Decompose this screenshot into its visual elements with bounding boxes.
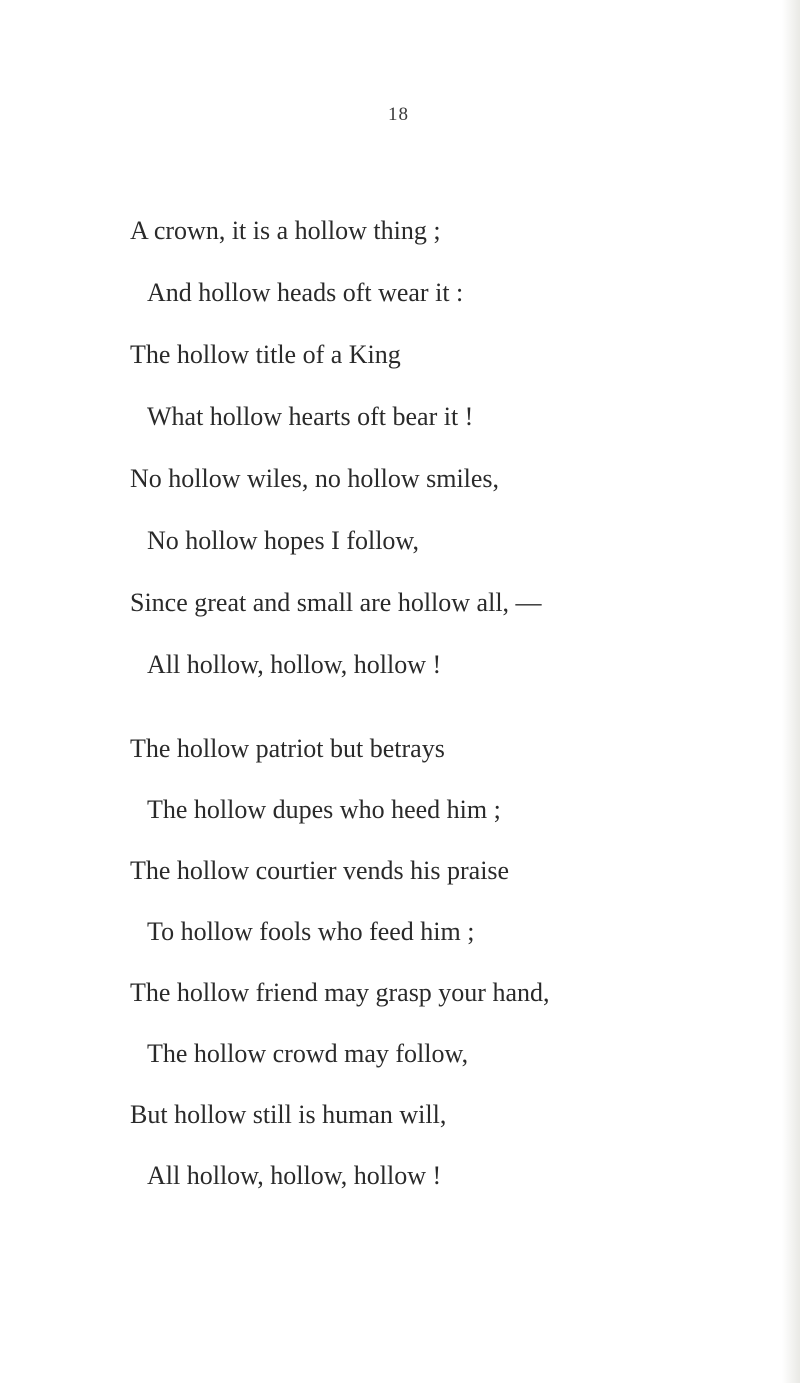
page-edge-shadow bbox=[782, 0, 800, 1383]
poem-line: Since great and small are hollow all, — bbox=[130, 588, 542, 617]
poem-line: What hollow hearts oft bear it ! bbox=[147, 402, 474, 431]
poem-line: No hollow hopes I follow, bbox=[147, 526, 420, 555]
poem-line: No hollow wiles, no hollow smiles, bbox=[130, 464, 500, 493]
poem-line: The hollow friend may grasp your hand, bbox=[130, 978, 550, 1007]
page-number: 18 bbox=[388, 104, 409, 125]
poem-line: The hollow crowd may follow, bbox=[147, 1039, 469, 1068]
poem-line: To hollow fools who feed him ; bbox=[147, 917, 475, 946]
poem-line: But hollow still is human will, bbox=[130, 1100, 447, 1129]
poem-line: All hollow, hollow, hollow ! bbox=[147, 1161, 442, 1190]
poem-line: And hollow heads oft wear it : bbox=[147, 278, 464, 307]
poem-line: The hollow title of a King bbox=[130, 340, 401, 369]
poem-line: The hollow dupes who heed him ; bbox=[147, 795, 501, 824]
poem-line: The hollow courtier vends his praise bbox=[130, 856, 510, 885]
poem-line: The hollow patriot but betrays bbox=[130, 734, 445, 763]
poem-line: All hollow, hollow, hollow ! bbox=[147, 650, 442, 679]
poem-line: A crown, it is a hollow thing ; bbox=[130, 216, 441, 245]
